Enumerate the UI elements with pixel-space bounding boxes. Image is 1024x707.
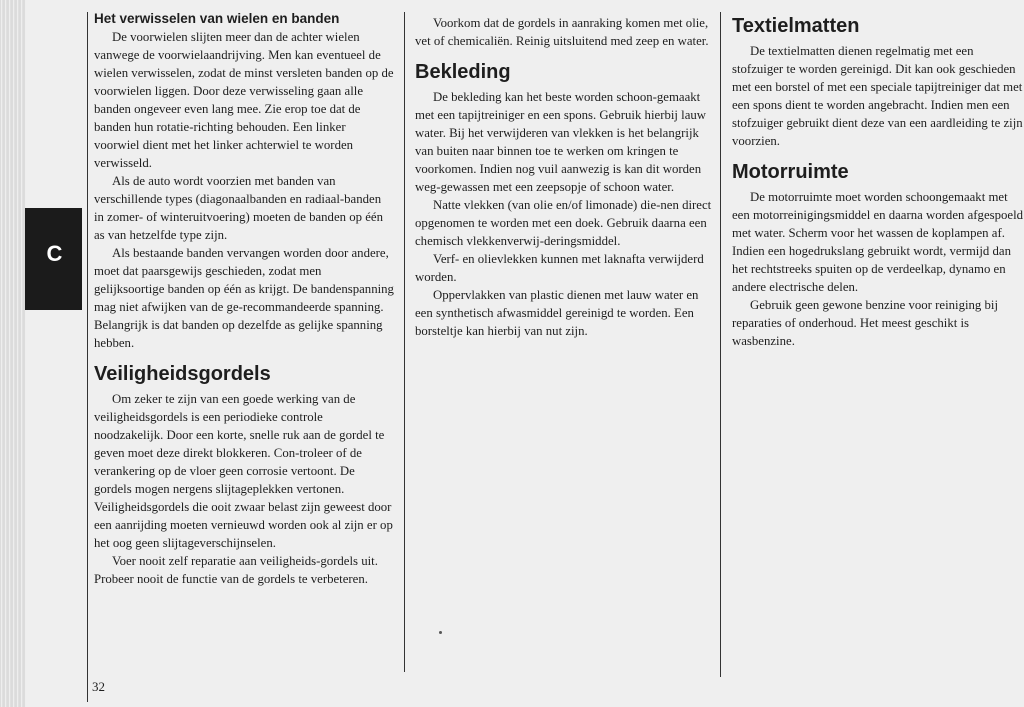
- mats-heading: Textielmatten: [732, 15, 860, 37]
- page-number: 32: [92, 679, 105, 694]
- print-speck: [439, 631, 442, 634]
- upholstery-paragraph-2: Natte vlekken (van olie en/of limonade) die-nen direct opgenomen te worden met een doek. Gebruik daarna een chemisch vlekkenverwij-deringsmiddel.: [415, 198, 712, 248]
- column-3: [732, 14, 1024, 350]
- belts-paragraph-2: Voer nooit zelf reparatie aan veiligheids-gordels uit. Probeer nooit de functie van de gordels te verbeteren.: [94, 554, 378, 586]
- column-rule-middle: [404, 12, 405, 672]
- column-2: [415, 14, 712, 340]
- belts-paragraph-1: Om zeker te zijn van een goede werking van de veiligheidsgordels is een periodieke controle noodzakelijk. Door een korte, snelle ruk aan de gordel te geven moet deze direkt blokkeren. Con-troleer of de verankering op de vloer geen corrosie vertoont. De gordels mogen nergens slijtageplekken vertonen. Veiligheidsgordels die ooit zwaar belast zijn geweest door een aanrijding moeten vernieuwd worden ook al zijn er op het oog geen slijtageverschijnselen.: [94, 392, 393, 550]
- upholstery-paragraph-3: Verf- en olievlekken kunnen met laknafta verwijderd worden.: [415, 252, 704, 284]
- column-1: [94, 10, 394, 588]
- wheels-paragraph-1: De voorwielen slijten meer dan de achter wielen vanwege de voorwielaandrijving. Men kan eventueel de wielen verwisselen, zodat de minst versleten banden op de voorwielen liggen. Door deze verwisseling gaan alle banden ongeveer even lang mee. Zie erop toe dat de banden hun rotatie-richting behouden. Een linker voorwiel dient met het linker achterwiel te worden verwisseld.: [94, 30, 394, 170]
- engine-heading: Motorruimte: [732, 161, 849, 183]
- wheels-paragraph-3: Als bestaande banden vervangen worden door andere, moet dat paarsgewijs geschieden, zodat men gelijksoortige banden op één as krijgt. De bandenspanning mag niet afwijken van de ge-recommandeerde spanning. Belangrijk is dat banden op dezelfde as gelijke spanning hebben.: [94, 246, 394, 350]
- upholstery-heading: Bekleding: [415, 61, 511, 83]
- wheels-paragraph-2: Als de auto wordt voorzien met banden van verschillende types (diagonaalbanden en radiaal-banden in zomer- of winteruitvoering) moeten de banden op één as van hetzelfde type zijn.: [94, 174, 383, 242]
- engine-paragraph-2: Gebruik geen gewone benzine voor reiniging bij reparaties of onderhoud. Het meest geschikt is wasbenzine.: [732, 298, 999, 348]
- belts-heading: Veiligheidsgordels: [94, 363, 271, 385]
- upholstery-paragraph-1: De bekleding kan het beste worden schoon-gemaakt met een tapijtreiniger en een spons. Gebruik hierbij lauw water. Bij het verwijderen van vlekken is het belangrijk van buiten naar binnen toe te werken om kringen te voorkomen. Indien nog vuil aanwezig is kan dit worden weg-gewassen met een zeepsopje of schoon water.: [415, 90, 707, 194]
- engine-paragraph-1: De motorruimte moet worden schoongemaakt met een motorreinigingsmiddel en daarna worden afgespoeld met water. Scherm voor het wassen de koplampen af. Indien een hogedrukslang gebruikt wordt, vermijd dan het rechtstreeks spuiten op de verdeelkap, dynamo en andere electrische delen.: [732, 190, 1024, 294]
- mats-paragraph-1: De textielmatten dienen regelmatig met een stofzuiger te worden gereinigd. Dit kan ook geschieden met een borstel of met een speciale tapijtreiniger dat met een spons dient te worden angebracht. Indien men een stofzuiger gebruikt dient deze van een aardleiding te zijn voorzien.: [732, 44, 1023, 148]
- chapter-tab-letter: C: [46, 241, 63, 266]
- column-rule-right: [720, 12, 721, 677]
- upholstery-paragraph-4: Oppervlakken van plastic dienen met lauw water en een synthetisch afwasmiddel gereinigd te worden. Een borsteltje kan hierbij van nut zijn.: [415, 288, 699, 338]
- book-page-edges: [0, 0, 26, 707]
- wheels-heading: Het verwisselen van wielen en banden: [94, 11, 340, 26]
- chapter-tab-marker: [25, 208, 82, 310]
- column-rule-left: [87, 12, 88, 702]
- belts-continued-paragraph: Voorkom dat de gordels in aanraking komen met olie, vet of chemicaliën. Reinig uitsluitend med zeep en water.: [415, 16, 709, 48]
